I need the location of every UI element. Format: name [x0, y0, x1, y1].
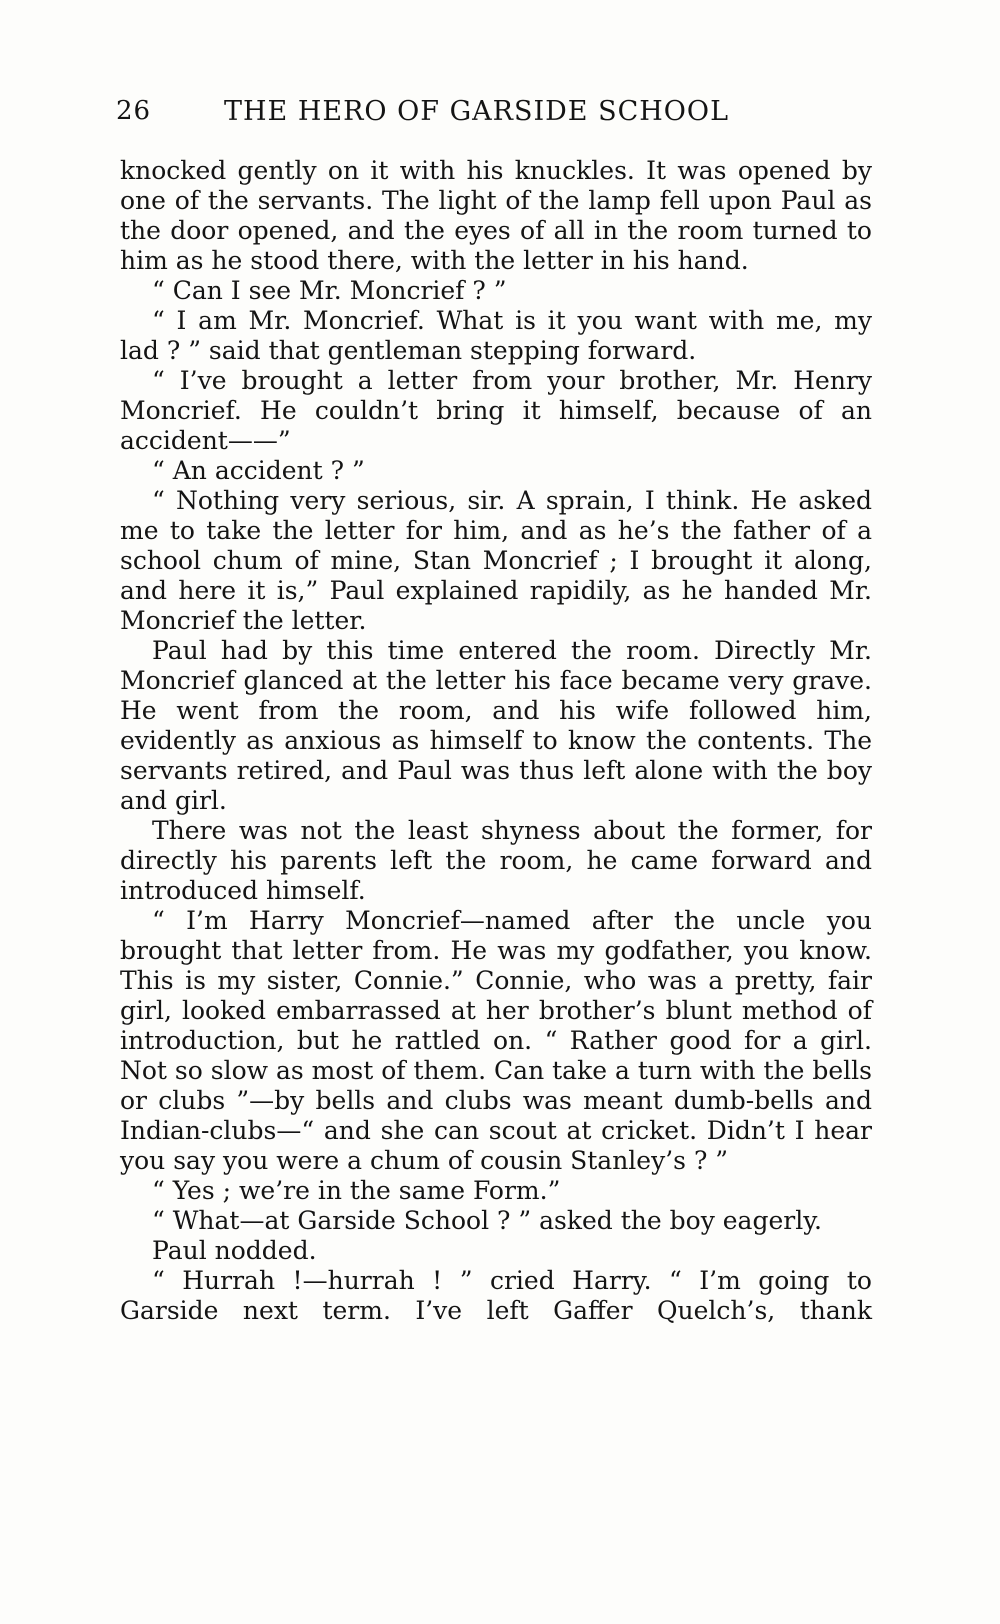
paragraph: “ An accident ? ” [152, 456, 365, 485]
paragraph: “ I am Mr. Moncrief. What is it you want with me, my lad ? ” said that gentleman stepping forward. [120, 306, 872, 365]
running-title: THE HERO OF GARSIDE SCHOOL [224, 96, 729, 127]
body-text [120, 156, 872, 1326]
paragraph: “ Nothing very serious, sir. A sprain, I think. He asked me to take the letter for him, and as he’s the father of a school chum of mine, Stan Moncrief ; I brought it along, and here it is,” Paul explained rapidily, as he handed Mr. Moncrief the letter. [120, 486, 872, 635]
paragraph: “ Can I see Mr. Moncrief ? ” [152, 276, 507, 305]
paragraph: “ What—at Garside School ? ” asked the boy eagerly. [152, 1206, 822, 1235]
paragraph: “ I’ve brought a letter from your brother, Mr. Henry Moncrief. He couldn’t bring it himself, because of an accident——” [120, 366, 872, 455]
running-header [116, 96, 876, 136]
paragraph: “ Hurrah !—hurrah ! ” cried Harry. “ I’m going to Garside next term. I’ve left Gaffer Quelch’s, thank [120, 1266, 872, 1325]
paragraph: Paul nodded. [152, 1236, 317, 1265]
paragraph: “ Yes ; we’re in the same Form.” [152, 1176, 561, 1205]
paragraph: Paul had by this time entered the room. Directly Mr. Moncrief glanced at the letter his face became very grave. He went from the room, and his wife followed him, evidently as anxious as himself to know the contents. The servants retired, and Paul was thus left alone with the boy and girl. [120, 636, 872, 815]
paragraph: knocked gently on it with his knuckles. It was opened by one of the servants. The light of the lamp fell upon Paul as the door opened, and the eyes of all in the room turned to him as he stood there, with the letter in his hand. [120, 156, 872, 275]
paragraph: There was not the least shyness about the former, for directly his parents left the room, he came forward and introduced himself. [120, 816, 872, 905]
paragraph: “ I’m Harry Moncrief—named after the uncle you brought that letter from. He was my godfather, you know. This is my sister, Connie.” Connie, who was a pretty, fair girl, looked embarrassed at her brother’s blunt method of introduction, but he rattled on. “ Rather good for a girl. Not so slow as most of them. Can take a turn with the bells or clubs ”—by bells and clubs was meant dumb-bells and Indian-clubs—“ and she can scout at cricket. Didn’t I hear you say you were a chum of cousin Stanley’s ? ” [120, 906, 872, 1175]
page-number: 26 [116, 96, 152, 126]
